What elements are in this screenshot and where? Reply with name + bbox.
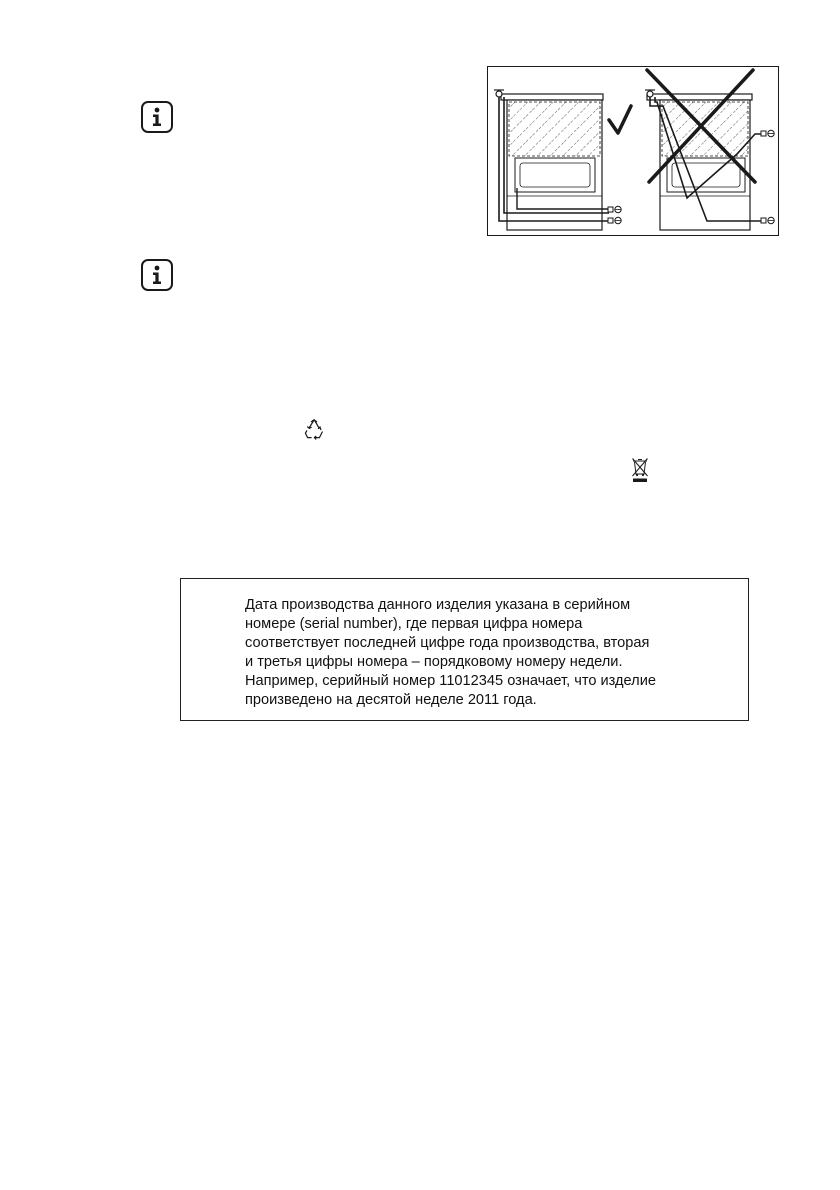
info-icon (141, 259, 173, 291)
production-date-notice (180, 578, 749, 721)
correct-installation (494, 90, 621, 230)
notice-text: Дата производства данного изделия указана в серийном номере (serial number), где первая цифра номера соответствует последней цифре года производства, вторая и третья цифры номера – порядковому номеру недели. Например, серийный номер 11012345 означает, что изделие произведено на десятой неделе 2011 года. (245, 597, 656, 708)
info-icon (141, 101, 173, 133)
recycle-icon (302, 418, 326, 442)
installation-diagram (487, 66, 779, 236)
crossed-out-wheelie-bin-icon (630, 457, 650, 483)
